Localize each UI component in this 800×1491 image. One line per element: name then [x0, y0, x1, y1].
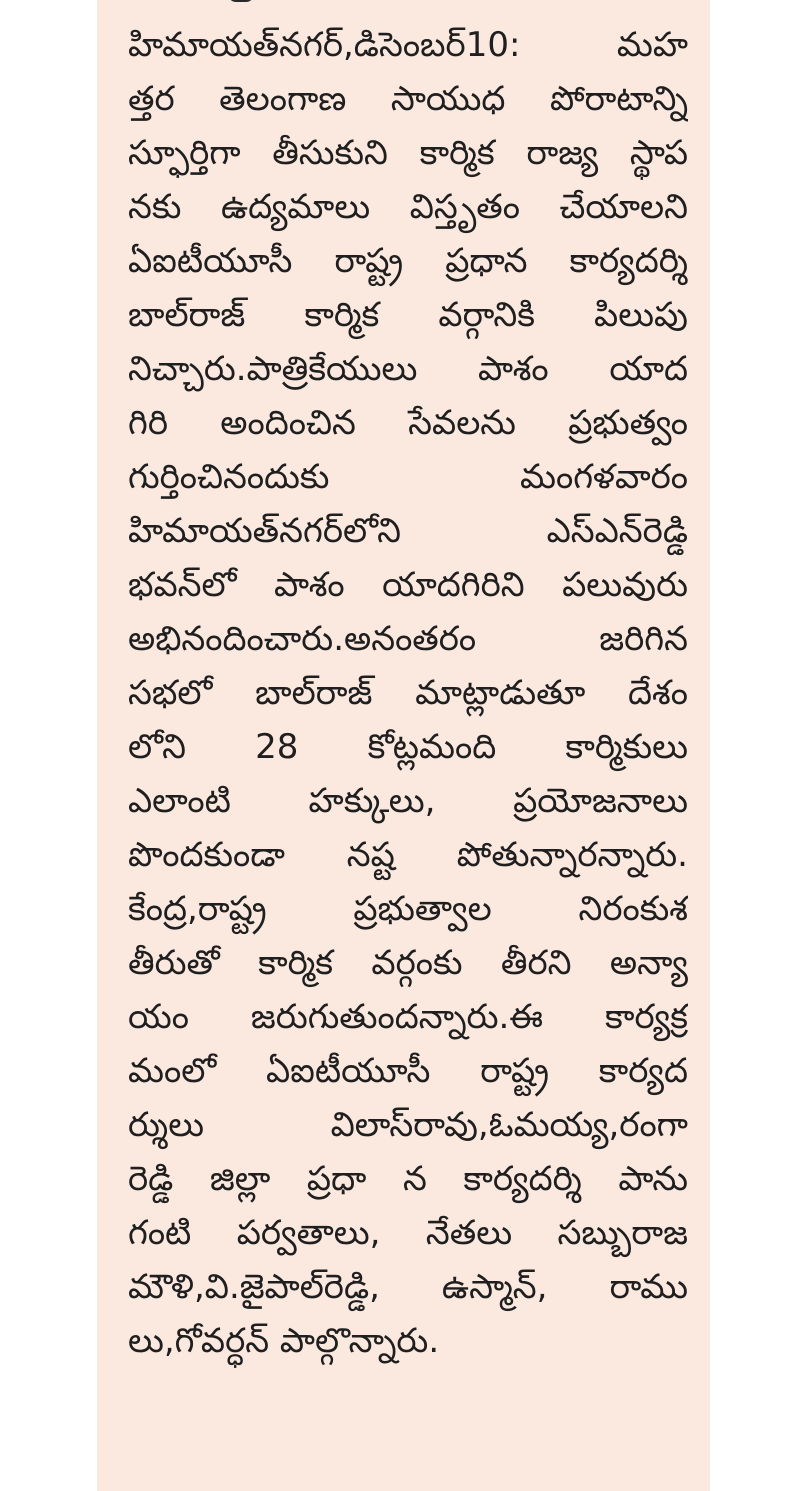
article-line: స్ఫూర్తిగా తీసుకుని కార్మిక రాజ్య స్థాప: [128, 133, 688, 173]
article-body: [128, 18, 688, 1368]
page-margin: [710, 0, 800, 1491]
article-line: బాల్‌రాజ్ కార్మిక వర్గానికి పిలుపు: [128, 295, 688, 335]
article-line: నకు ఉద్యమాలు విస్తృతం చేయాలని: [128, 187, 688, 227]
article-line: మంలో ఏఐటీయూసీ రాష్ట్ర కార్యద: [128, 1051, 688, 1091]
article-line: త్తర తెలంగాణ సాయుధ పోరాటాన్ని: [128, 79, 688, 119]
article-line: ఏఐటీయూసీ రాష్ట్ర ప్రధాన కార్యదర్శి: [128, 241, 688, 281]
article-line: గుర్తించినందుకు మంగళవారం: [128, 457, 688, 497]
article-line: హిమాయత్‌నగర్‌లోని ఎస్ఎన్‌రెడ్డి: [128, 511, 688, 551]
article-line: ర్శులు విలాస్‌రావు,ఓమయ్య,రంగా: [128, 1105, 688, 1145]
article-line: గిరి అందించిన సేవలను ప్రభుత్వం: [128, 403, 688, 443]
article-line: హిమాయత్‌నగర్,డిసెంబర్10: మహ: [128, 25, 688, 65]
article-line: రెడ్డి జిల్లా ప్రధా న కార్యదర్శి పాను: [128, 1159, 688, 1199]
article-line: తీరుతో కార్మిక వర్గంకు తీరని అన్యా: [128, 943, 688, 983]
article-line: మౌళి,వి.జైపాల్‌రెడ్డి, ఉస్మాన్, రాము: [128, 1267, 688, 1307]
article-line: పొందకుండా నష్ట పోతున్నారన్నారు.: [128, 835, 688, 875]
article-line: లోని 28 కోట్లమంది కార్మికులు: [128, 727, 688, 767]
article-line: కేంద్ర,రాష్ట్ర ప్రభుత్వాల నిరంకుశ: [128, 889, 688, 929]
article-line: సభలో బాల్‌రాజ్ మాట్లాడుతూ దేశం: [128, 673, 688, 713]
article-line: భవన్‌లో పాశం యాదగిరిని పలువురు: [128, 565, 688, 605]
article-line: యం జరుగుతుందన్నారు.ఈ కార్యక్ర: [128, 997, 688, 1037]
article-line: నిచ్చారు.పాత్రికేయులు పాశం యాద: [128, 349, 688, 389]
article-line: అభినందించారు.అనంతరం జరిగిన: [128, 619, 688, 659]
article-line-last: లు,గోవర్ధన్ పాల్గొన్నారు.: [128, 1321, 440, 1361]
article-line: ఎలాంటి హక్కులు, ప్రయోజనాలు: [128, 781, 688, 821]
article-line: గంటి పర్వతాలు, నేతలు సబ్బురాజ: [128, 1213, 688, 1253]
